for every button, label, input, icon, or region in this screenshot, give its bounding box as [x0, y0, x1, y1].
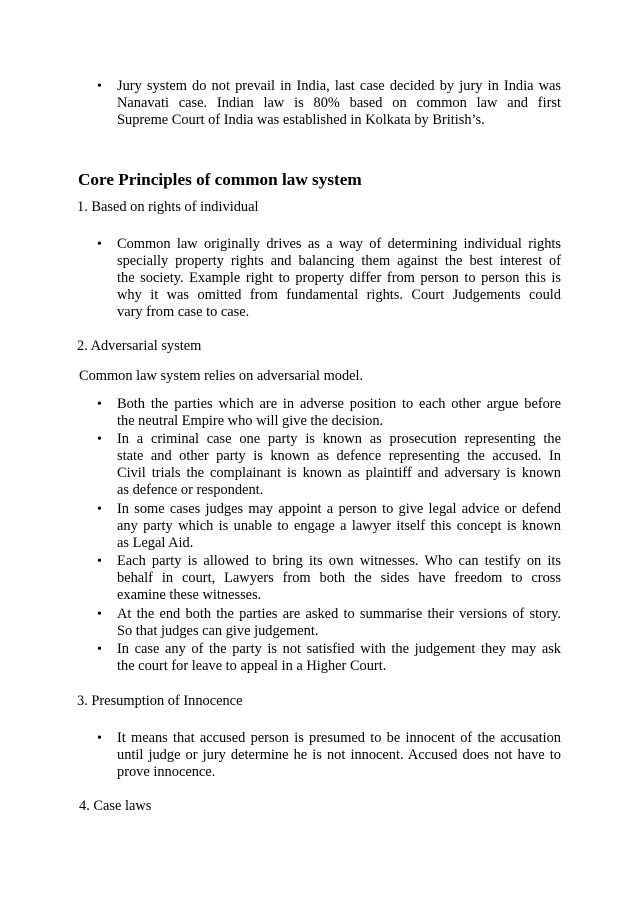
bullet-text-line: as Legal Aid. [117, 535, 194, 551]
bullet-text-line: behalf in court, Lawyers from both the sides have freedom to cross [117, 570, 561, 586]
bullet-text-line: state and other party is known as defence representing the accused. In [117, 448, 561, 464]
bullet-text-line: Common law originally drives as a way of determining individual rights [117, 236, 561, 252]
section4-title: 4. Case laws [79, 798, 152, 814]
bullet-glyph: • [97, 554, 102, 569]
bullet-text-line: the society. Example right to property differ from person to person this is [117, 270, 561, 286]
bullet-text-line: Civil trials the complainant is known as plaintiff and adversary is known [117, 465, 561, 481]
bullet-text-line: the court for leave to appeal in a Higher Court. [117, 658, 387, 674]
bullet-text-line: In some cases judges may appoint a person to give legal advice or defend [117, 501, 561, 517]
bullet-text-line: At the end both the parties are asked to summarise their versions of story. [117, 606, 561, 622]
bullet-text-line: as defence or respondent. [117, 482, 264, 498]
bullet-text-line: In case any of the party is not satisfied with the judgement they may ask [117, 641, 561, 657]
bullet-glyph: • [97, 397, 102, 412]
bullet-text-line: any party which is unable to engage a lawyer itself this concept is known [117, 518, 561, 534]
bullet-text-line: the neutral Empire who will give the decision. [117, 413, 384, 429]
bullet-glyph: • [97, 642, 102, 657]
bullet-text-line: Both the parties which are in adverse position to each other argue before [117, 396, 561, 412]
bullet-text-line: Jury system do not prevail in India, last case decided by jury in India was [117, 78, 561, 94]
section1-title: 1. Based on rights of individual [77, 199, 259, 215]
bullet-text-line: It means that accused person is presumed to be innocent of the accusation [117, 730, 561, 746]
bullet-glyph: • [97, 432, 102, 447]
bullet-glyph: • [97, 502, 102, 517]
section2-title: 2. Adversarial system [77, 338, 202, 354]
bullet-glyph: • [97, 607, 102, 622]
bullet-text-line: vary from case to case. [117, 304, 250, 320]
bullet-text-line: In a criminal case one party is known as prosecution representing the [117, 431, 561, 447]
bullet-text-line: specially property rights and balancing them against the best interest of [117, 253, 561, 269]
section-heading: Core Principles of common law system [78, 170, 362, 189]
bullet-text-line: Nanavati case. Indian law is 80% based on common law and first [117, 95, 561, 111]
section3-title: 3. Presumption of Innocence [77, 693, 243, 709]
bullet-text-line: until judge or jury determine he is not innocent. Accused does not have to [117, 747, 561, 763]
bullet-text-line: Each party is allowed to bring its own witnesses. Who can testify on its [117, 553, 561, 569]
bullet-glyph: • [97, 237, 102, 252]
bullet-text-line: prove innocence. [117, 764, 216, 780]
bullet-glyph: • [97, 731, 102, 746]
bullet-text-line: So that judges can give judgement. [117, 623, 319, 639]
section2-intro: Common law system relies on adversarial model. [79, 368, 364, 384]
bullet-glyph: • [97, 79, 102, 94]
bullet-text-line: examine these witnesses. [117, 587, 262, 603]
bullet-text-line: Supreme Court of India was established in Kolkata by British’s. [117, 112, 485, 128]
bullet-text-line: why it was omitted from fundamental rights. Court Judgements could [117, 287, 561, 303]
